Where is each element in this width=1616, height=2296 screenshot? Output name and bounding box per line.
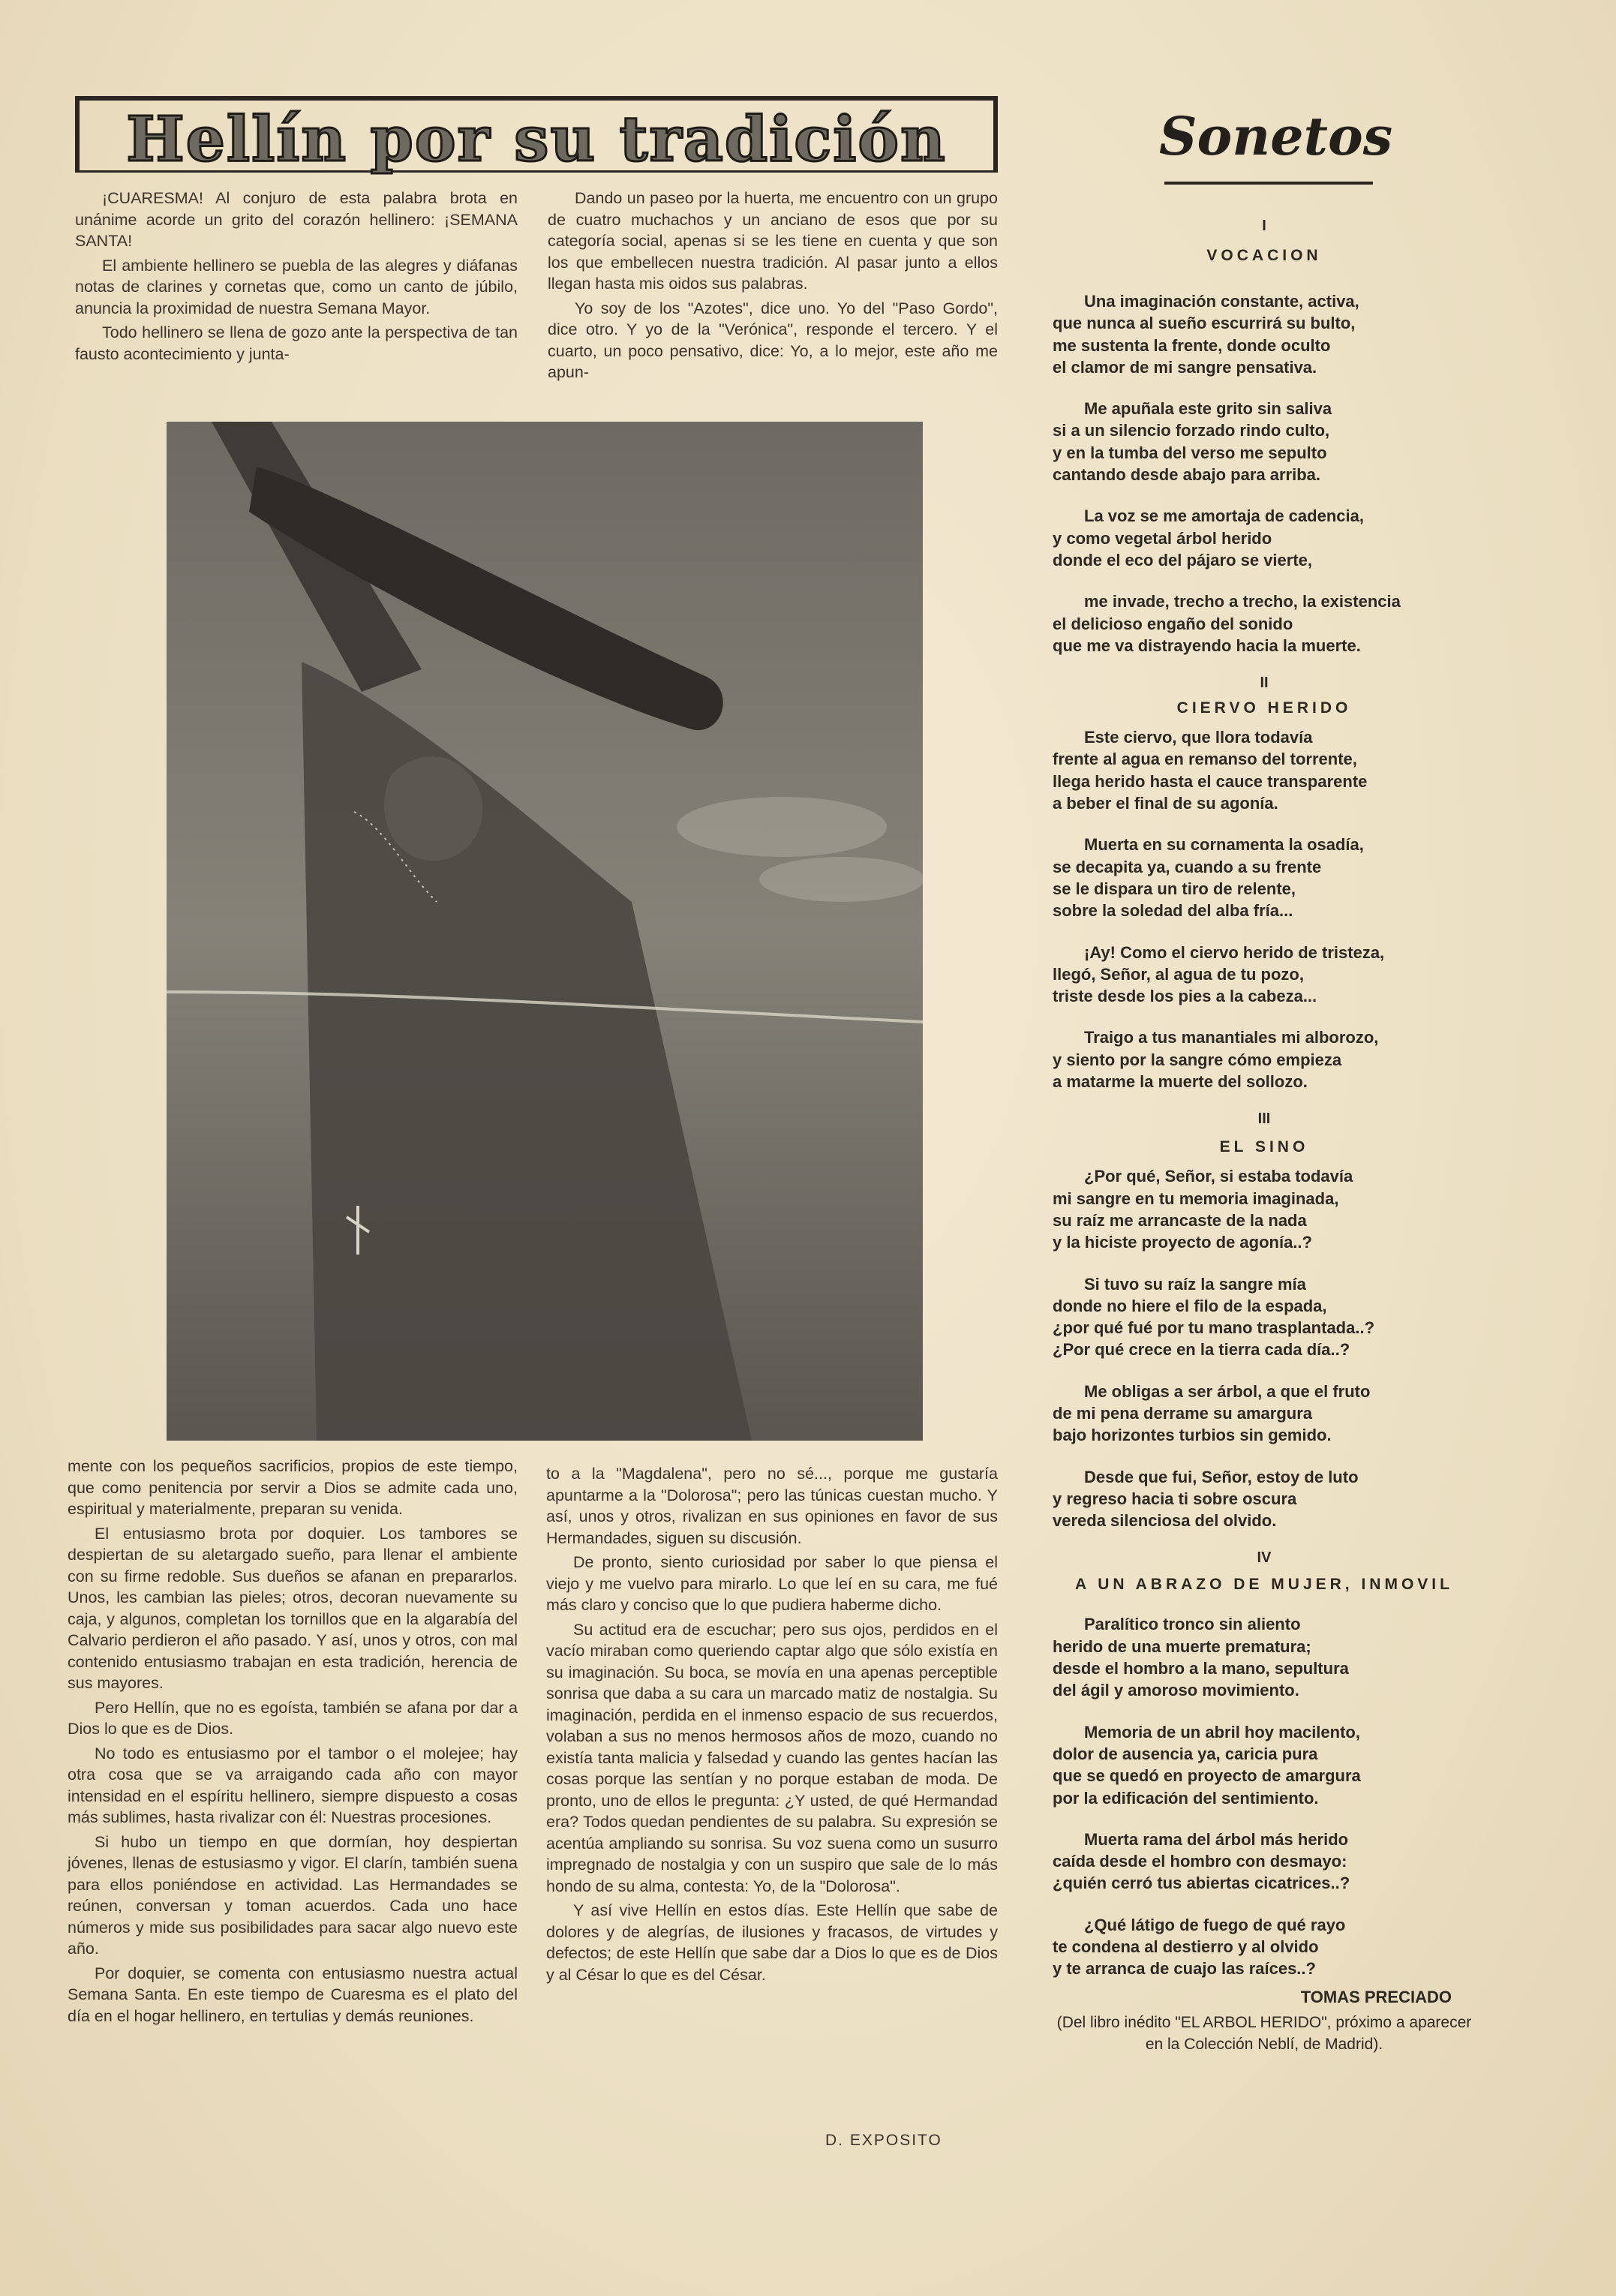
verse-line: cantando desde abajo para arriba. bbox=[1053, 465, 1321, 485]
verse-line: a beber el final de su agonía. bbox=[1053, 794, 1278, 813]
sonnet-stanza bbox=[1047, 1721, 1482, 1809]
paragraph: Pero Hellín, que no es egoísta, también se afana por dar a Dios lo que es de Dios. bbox=[68, 1698, 518, 1738]
verse-line: por la edificación del sentimiento. bbox=[1053, 1788, 1319, 1808]
verse-line: me sustenta la frente, donde oculto bbox=[1053, 335, 1331, 355]
sonnet-title: A UN ABRAZO DE MUJER, INMOVIL bbox=[1075, 1576, 1453, 1594]
verse-line: que nunca al sueño escurrirá su bulto, bbox=[1053, 314, 1356, 333]
verse-line: vereda silenciosa del olvido. bbox=[1053, 1511, 1277, 1531]
verse-line: caída desde el hombro con desmayo: bbox=[1053, 1852, 1347, 1871]
article-column-1 bbox=[75, 188, 518, 368]
verse-line: mi sangre en tu memoria imaginada, bbox=[1053, 1189, 1339, 1208]
verse-line: Muerta en su cornamenta la osadía, bbox=[1084, 835, 1364, 855]
verse-line: y siento por la sangre cómo empieza bbox=[1053, 1050, 1342, 1069]
book-note: (Del libro inédito "EL ARBOL HERIDO", próximo a aparecer en la Colección Neblí, de Madrid). bbox=[1056, 2013, 1472, 2053]
sonnet-title: EL SINO bbox=[1219, 1138, 1309, 1156]
sonnet-stanza bbox=[1047, 290, 1482, 378]
paragraph: ¡CUARESMA! Al conjuro de esta palabra brota en unánime acorde un grito del corazón hellinero: ¡SEMANA SANTA! bbox=[75, 189, 518, 250]
verse-line: Este ciervo, que llora todavía bbox=[1084, 728, 1313, 747]
photo-illustration bbox=[167, 422, 923, 1441]
verse-line: te condena al destierro y al olvido bbox=[1053, 1937, 1319, 1957]
verse-line: Desde que fui, Señor, estoy de luto bbox=[1084, 1467, 1359, 1486]
sonetos-rule bbox=[1164, 182, 1373, 185]
paragraph: Su actitud era de escuchar; pero sus ojos, perdidos en el vacío miraban como queriendo captar algo que sólo existía en su imaginación. Su boca, se movía en una apenas perceptible sonrisa que daba a su cara un marcado matiz de nostalgia. Su imaginación, perdida en el inmenso espacio de sus recuerdos, volaban a sus no menos hermosos años de mozo, cuando no existía tanta malicia y falsedad y cuando las gentes hacían las cosas porque las sentían y no porque estaban de moda. De pronto, uno de ellos le pregunta: ¿Y usted, de qué Hermandad era? Todos quedan pendientes de su palabra. Su expresión se acentúa ampliando su sonrisa. Su voz suena como un susurro impregnado de nostalgia y con un suspiro que sale de lo más hondo de su alma, contesta: Yo, de la "Dolorosa". bbox=[546, 1620, 998, 1895]
verse-line: si a un silencio forzado rindo culto, bbox=[1053, 421, 1330, 440]
verse-line: y en la tumba del verso me sepulto bbox=[1053, 443, 1327, 462]
poem-author: TOMAS PRECIADO bbox=[1300, 1987, 1452, 2006]
verse-line: ¡Ay! Como el ciervo herido de tristeza, bbox=[1084, 942, 1385, 962]
verse-line: ¿quién cerró tus abiertas cicatrices..? bbox=[1053, 1874, 1350, 1893]
verse-line: desde el hombro a la mano, sepultura bbox=[1053, 1659, 1349, 1678]
procession-photo bbox=[167, 422, 923, 1441]
paragraph: Si hubo un tiempo en que dormían, hoy despiertan jóvenes, llenas de estusiasmo y vigor. El clarín, también suena para ellos poniéndose en actividad. Las Hermandades se reúnen, conversan y toman acuerdos. Cada uno hace números y mide sus posibilidades para sacar algo nuevo este año. bbox=[68, 1832, 518, 1958]
verse-line: frente al agua en remanso del torrente, bbox=[1053, 750, 1357, 769]
sonnet-stanza bbox=[1047, 1914, 1482, 1980]
sonnet-stanza bbox=[1047, 1829, 1482, 1895]
verse-line: Me apuñala este grito sin saliva bbox=[1084, 399, 1332, 419]
verse-line: herido de una muerte prematura; bbox=[1053, 1636, 1311, 1656]
sonnet-stanza bbox=[1047, 1381, 1482, 1447]
paragraph: Yo soy de los "Azotes", dice uno. Yo del "Paso Gordo", dice otro. Y yo de la "Verónica", responde el tercero. Y el cuarto, un poco pensativo, dice: Yo, a lo mejor, este año me apun- bbox=[548, 299, 998, 381]
article-column-4 bbox=[546, 1463, 998, 1988]
sonnet-number: III bbox=[1257, 1110, 1271, 1128]
verse-line: La voz se me amortaja de cadencia, bbox=[1084, 506, 1364, 526]
paragraph: El entusiasmo brota por doquier. Los tambores se despiertan de su aletargado sueño, para llenar el ambiente con su firme redoble. Sus dueños se afanan en prepararlos. Unos, les cambian las pieles; otros, decoran nuevamente su caja, y algunos, completan los tornillos que en la algarabía del Calvario perdieron el año pasado. Y así, unos y otros, con mal contenido entusiasmo trabajan en esta tradición, herencia de sus mayores. bbox=[68, 1524, 518, 1692]
verse-line: Memoria de un abril hoy macilento, bbox=[1084, 1722, 1360, 1742]
paragraph: to a la "Magdalena", pero no sé..., porque me gustaría apuntarme a la "Dolorosa"; pero las túnicas cuestan mucho. Y así, unos y otros, rivalizan en sus opiniones en favor de sus Hermandades, siguen su discusión. bbox=[546, 1465, 998, 1547]
sonnet-stanza bbox=[1047, 1613, 1482, 1701]
verse-line: Traigo a tus manantiales mi alborozo, bbox=[1084, 1028, 1379, 1047]
headline-frame bbox=[75, 96, 998, 176]
verse-line: de mi pena derrame su amargura bbox=[1053, 1403, 1313, 1423]
paragraph: De pronto, siento curiosidad por saber lo que piensa el viejo y me vuelvo para mirarlo. Lo que leí en su cara, me fué más claro y conciso que lo que pudiera haberme dicho. bbox=[546, 1553, 998, 1614]
verse-line: Si tuvo su raíz la sangre mía bbox=[1084, 1274, 1306, 1294]
sonnet-stanza bbox=[1047, 1466, 1482, 1532]
article-column-2 bbox=[548, 188, 998, 386]
verse-line: bajo horizontes turbios sin gemido. bbox=[1053, 1426, 1332, 1445]
headline: Hellín por su tradición bbox=[126, 104, 947, 176]
verse-line: llegó, Señor, al agua de tu pozo, bbox=[1053, 964, 1304, 984]
sonnet-number: IV bbox=[1257, 1549, 1272, 1567]
article-signature: D. EXPOSITO bbox=[825, 2132, 942, 2149]
sonnet-number: II bbox=[1260, 675, 1269, 692]
paragraph: No todo es entusiasmo por el tambor o el molejee; hay otra cosa que se va arraigando cada año con mayor intensidad en el espíritu hellinero, siempre dispuesto a cosas más sublimes, hasta rivalizar con él: Nuestras procesiones. bbox=[68, 1744, 518, 1826]
verse-line: ¿Por qué, Señor, si estaba todavía bbox=[1084, 1167, 1353, 1186]
verse-line: Muerta rama del árbol más herido bbox=[1084, 1829, 1349, 1849]
verse-line: y regreso hacia ti sobre oscura bbox=[1053, 1489, 1297, 1508]
verse-line: el clamor de mi sangre pensativa. bbox=[1053, 357, 1317, 377]
sonnet-stanza bbox=[1047, 1165, 1482, 1253]
verse-line: donde el eco del pájaro se vierte, bbox=[1053, 550, 1313, 569]
paragraph: Dando un paseo por la huerta, me encuentro con un grupo de cuatro muchachos y un anciano de esos que por su categoría social, apenas si se les tiene en cuenta y que son los que embellecen nuestra tradición. Al pasar junto a ellos llegan hasta mis oidos sus palabras. bbox=[548, 189, 998, 293]
paragraph: mente con los pequeños sacrificios, propios de este tiempo, que como penitencia por servir a Dios se admite cada uno, espiritual y materialmente, preparan su venida. bbox=[68, 1457, 518, 1518]
sonnet-stanza bbox=[1047, 726, 1482, 814]
verse-line: Paralítico tronco sin aliento bbox=[1084, 1615, 1301, 1634]
verse-line: me invade, trecho a trecho, la existencia bbox=[1084, 592, 1401, 612]
sonnet-number: I bbox=[1262, 218, 1266, 234]
verse-line: llega herido hasta el cauce transparente bbox=[1053, 771, 1368, 791]
verse-line: y te arranca de cuajo las raíces..? bbox=[1053, 1959, 1316, 1979]
verse-line: Una imaginación constante, activa, bbox=[1084, 292, 1359, 311]
verse-line: Me obligas a ser árbol, a que el fruto bbox=[1084, 1381, 1371, 1401]
sonnet-stanza bbox=[1047, 1026, 1482, 1092]
article-column-3 bbox=[68, 1456, 518, 2030]
verse-line: dolor de ausencia ya, caricia pura bbox=[1053, 1744, 1318, 1763]
paragraph: Y así vive Hellín en estos días. Este Hellín que sabe de dolores y de alegrías, de ilusiones y fracasos, de virtudes y defectos; de este Hellín que sabe dar a Dios lo que es de Dios y al César lo que es del César. bbox=[546, 1901, 998, 1984]
verse-line: el delicioso engaño del sonido bbox=[1053, 614, 1293, 633]
verse-line: que se quedó en proyecto de amargura bbox=[1053, 1766, 1361, 1786]
paragraph: Todo hellinero se llena de gozo ante la perspectiva de tan fausto acontecimiento y junta- bbox=[75, 323, 518, 363]
verse-line: y la hiciste proyecto de agonía..? bbox=[1053, 1233, 1312, 1252]
verse-line: su raíz me arrancaste de la nada bbox=[1053, 1210, 1307, 1230]
verse-line: donde no hiere el filo de la espada, bbox=[1053, 1296, 1327, 1315]
verse-line: a matarme la muerte del sollozo. bbox=[1053, 1072, 1308, 1092]
verse-line: ¿por qué fué por tu mano trasplantada..? bbox=[1053, 1318, 1375, 1338]
verse-line: ¿Por qué crece en la tierra cada día..? bbox=[1053, 1340, 1350, 1360]
verse-line: sobre la soledad del alba fría... bbox=[1053, 901, 1293, 921]
sonetos-heading: Sonetos bbox=[1159, 105, 1393, 167]
sonnet-stanza bbox=[1047, 1273, 1482, 1361]
sonnet-stanza bbox=[1047, 398, 1482, 485]
sonnet-stanza bbox=[1047, 505, 1482, 571]
sonnets-column bbox=[1047, 218, 1482, 2055]
verse-line: que me va distrayendo hacia la muerte. bbox=[1053, 636, 1361, 655]
sonnet-title: VOCACION bbox=[1206, 247, 1322, 264]
paragraph: El ambiente hellinero se puebla de las alegres y diáfanas notas de clarines y cornetas que, como un canto de júbilo, anuncia la proximidad de nuestra Semana Mayor. bbox=[75, 256, 518, 317]
sonnet-stanza bbox=[1047, 591, 1482, 657]
verse-line: del ágil y amoroso movimiento. bbox=[1053, 1681, 1299, 1700]
verse-line: se le dispara un tiro de relente, bbox=[1053, 879, 1296, 898]
verse-line: se decapita ya, cuando a su frente bbox=[1053, 857, 1322, 876]
sonnet-stanza bbox=[1047, 942, 1482, 1008]
sonnet-stanza bbox=[1047, 834, 1482, 921]
verse-line: triste desde los pies a la cabeza... bbox=[1053, 987, 1317, 1006]
sonnet-title: CIERVO HERIDO bbox=[1176, 699, 1352, 717]
verse-line: y como vegetal árbol herido bbox=[1053, 528, 1272, 548]
paragraph: Por doquier, se comenta con entusiasmo nuestra actual Semana Santa. En este tiempo de Cuaresma es el plato del día en el hogar hellinero, en tertulias y demás reuniones. bbox=[68, 1964, 518, 2025]
verse-line: ¿Qué látigo de fuego de qué rayo bbox=[1084, 1915, 1346, 1934]
